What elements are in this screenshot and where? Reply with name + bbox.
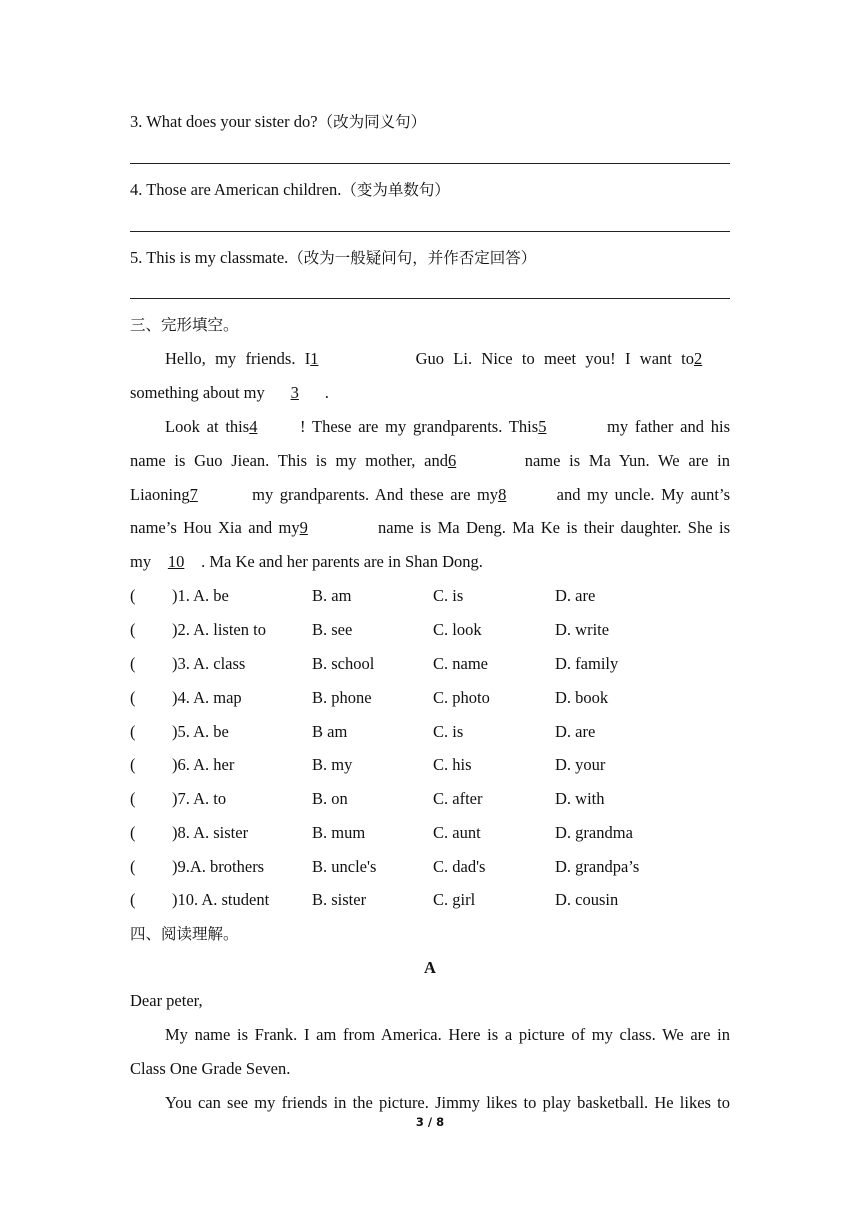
option-d: D. grandma <box>555 823 633 842</box>
question-instruction: （改为同义句） <box>317 113 427 131</box>
option-c: C. name <box>433 654 488 673</box>
cloze-text: Hello, my friends. I <box>165 349 311 368</box>
option-b: B. uncle's <box>312 857 377 876</box>
option-a: )1. A. be <box>172 586 229 605</box>
option-row <box>130 890 730 910</box>
cloze-text: something about my <box>130 383 265 402</box>
cloze-text: and my uncle. My aunt’s <box>556 485 731 504</box>
option-row <box>130 586 730 606</box>
option-c: C. his <box>433 755 472 774</box>
option-row <box>130 789 730 809</box>
letter-greeting: Dear peter, <box>130 991 203 1010</box>
passage-p2-line1: You can see my friends in the picture. Jimmy likes to play basketball. He likes to <box>165 1093 730 1112</box>
cloze-p1-line2 <box>130 383 329 403</box>
option-a: )4. A. map <box>172 688 242 707</box>
answer-paren[interactable]: ( <box>130 789 136 808</box>
cloze-p2-line2 <box>130 451 730 471</box>
answer-paren[interactable]: ( <box>130 722 136 741</box>
answer-line-5[interactable] <box>130 298 730 299</box>
cloze-blank-4[interactable]: 4 <box>249 417 258 436</box>
section-4-title: 四、阅读理解。 <box>130 925 239 943</box>
cloze-text: name is Ma Deng. Ma Ke is their daughter. She is <box>378 518 730 537</box>
option-b: B. sister <box>312 890 367 909</box>
answer-paren[interactable]: ( <box>130 890 136 909</box>
answer-paren[interactable]: ( <box>130 688 136 707</box>
option-d: D. family <box>555 654 619 673</box>
option-row <box>130 654 730 674</box>
cloze-blank-6[interactable]: 6 <box>447 451 457 470</box>
question-5 <box>130 248 536 268</box>
option-row <box>130 857 730 877</box>
option-d: D. are <box>555 722 596 741</box>
answer-paren[interactable]: ( <box>130 857 136 876</box>
question-4 <box>130 180 450 200</box>
option-a: )6. A. her <box>172 755 235 774</box>
passage-label: A <box>424 958 436 977</box>
cloze-text: Look at this <box>165 417 250 436</box>
question-3 <box>130 112 426 132</box>
cloze-blank-8[interactable]: 8 <box>498 485 507 504</box>
cloze-text: my grandparents. And these are my <box>252 485 499 504</box>
option-row <box>130 722 730 742</box>
cloze-blank-5[interactable]: 5 <box>538 417 547 436</box>
option-b: B. school <box>312 654 375 673</box>
option-d: D. cousin <box>555 890 619 909</box>
option-b: B. on <box>312 789 348 808</box>
option-d: D. your <box>555 755 606 774</box>
cloze-blank-7[interactable]: 7 <box>189 485 198 504</box>
cloze-blank-3[interactable]: 3 <box>290 383 299 402</box>
option-c: C. photo <box>433 688 490 707</box>
question-instruction: （改为一般疑问句，并作否定回答） <box>288 249 537 267</box>
answer-paren[interactable]: ( <box>130 654 136 673</box>
cloze-p2-line4 <box>130 518 730 538</box>
section-3-title: 三、完形填空。 <box>130 316 239 334</box>
cloze-p2-line5 <box>130 552 483 572</box>
cloze-text: ! These are my grandparents. This <box>300 417 539 436</box>
cloze-p2-line3 <box>130 485 730 505</box>
cloze-blank-9[interactable]: 9 <box>299 518 308 537</box>
option-d: D. book <box>555 688 609 707</box>
option-c: C. dad's <box>433 857 486 876</box>
cloze-text: . <box>324 383 329 402</box>
cloze-text: . Ma Ke and her parents are in Shan Dong. <box>201 552 483 571</box>
cloze-text: my <box>130 552 152 571</box>
answer-line-3[interactable] <box>130 163 730 164</box>
option-b: B. see <box>312 620 353 639</box>
option-c: C. girl <box>433 890 476 909</box>
option-a: )8. A. sister <box>172 823 249 842</box>
cloze-text: Guo Li. Nice to meet you! I want to <box>415 349 694 368</box>
cloze-blank-1[interactable]: 1 <box>310 349 319 368</box>
option-b: B am <box>312 722 348 741</box>
cloze-text: name is Ma Yun. We are in <box>524 451 730 470</box>
cloze-blank-2[interactable]: 2 <box>694 349 703 368</box>
option-row <box>130 823 730 843</box>
option-a: )9.A. brothers <box>172 857 265 876</box>
option-d: D. grandpa’s <box>555 857 640 876</box>
option-c: C. aunt <box>433 823 481 842</box>
option-a: )3. A. class <box>172 654 246 673</box>
option-c: C. is <box>433 722 464 741</box>
cloze-p2-line1 <box>165 417 730 437</box>
option-b: B. phone <box>312 688 372 707</box>
option-d: D. write <box>555 620 610 639</box>
question-text: 4. Those are American children. <box>130 180 342 199</box>
answer-line-4[interactable] <box>130 231 730 232</box>
answer-paren[interactable]: ( <box>130 586 136 605</box>
option-row <box>130 755 730 775</box>
passage-p1-line2: Class One Grade Seven. <box>130 1059 291 1078</box>
page-number: 3 / 8 <box>415 1115 445 1129</box>
cloze-text: my father and his <box>607 417 731 436</box>
option-d: D. with <box>555 789 605 808</box>
option-row <box>130 620 730 640</box>
question-text: 3. What does your sister do? <box>130 112 318 131</box>
cloze-text: name’s Hou Xia and my <box>130 518 300 537</box>
option-b: B. my <box>312 755 353 774</box>
option-a: )5. A. be <box>172 722 229 741</box>
cloze-blank-10[interactable]: 10 <box>167 552 185 571</box>
passage-p1-line1: My name is Frank. I am from America. Here is a picture of my class. We are in <box>165 1025 730 1044</box>
cloze-p1-line1 <box>165 349 730 369</box>
option-c: C. after <box>433 789 483 808</box>
option-d: D. are <box>555 586 596 605</box>
answer-paren[interactable]: ( <box>130 823 136 842</box>
question-text: 5. This is my classmate. <box>130 248 289 267</box>
question-instruction: （变为单数句） <box>341 181 450 199</box>
option-b: B. am <box>312 586 352 605</box>
cloze-text: name is Guo Jiean. This is my mother, and <box>130 451 448 470</box>
cloze-text: Liaoning <box>130 485 190 504</box>
option-b: B. mum <box>312 823 366 842</box>
option-a: )2. A. listen to <box>172 620 266 639</box>
option-row <box>130 688 730 708</box>
answer-paren[interactable]: ( <box>130 620 136 639</box>
option-c: C. is <box>433 586 464 605</box>
answer-paren[interactable]: ( <box>130 755 136 774</box>
option-a: )7. A. to <box>172 789 227 808</box>
option-a: )10. A. student <box>172 890 270 909</box>
option-c: C. look <box>433 620 482 639</box>
